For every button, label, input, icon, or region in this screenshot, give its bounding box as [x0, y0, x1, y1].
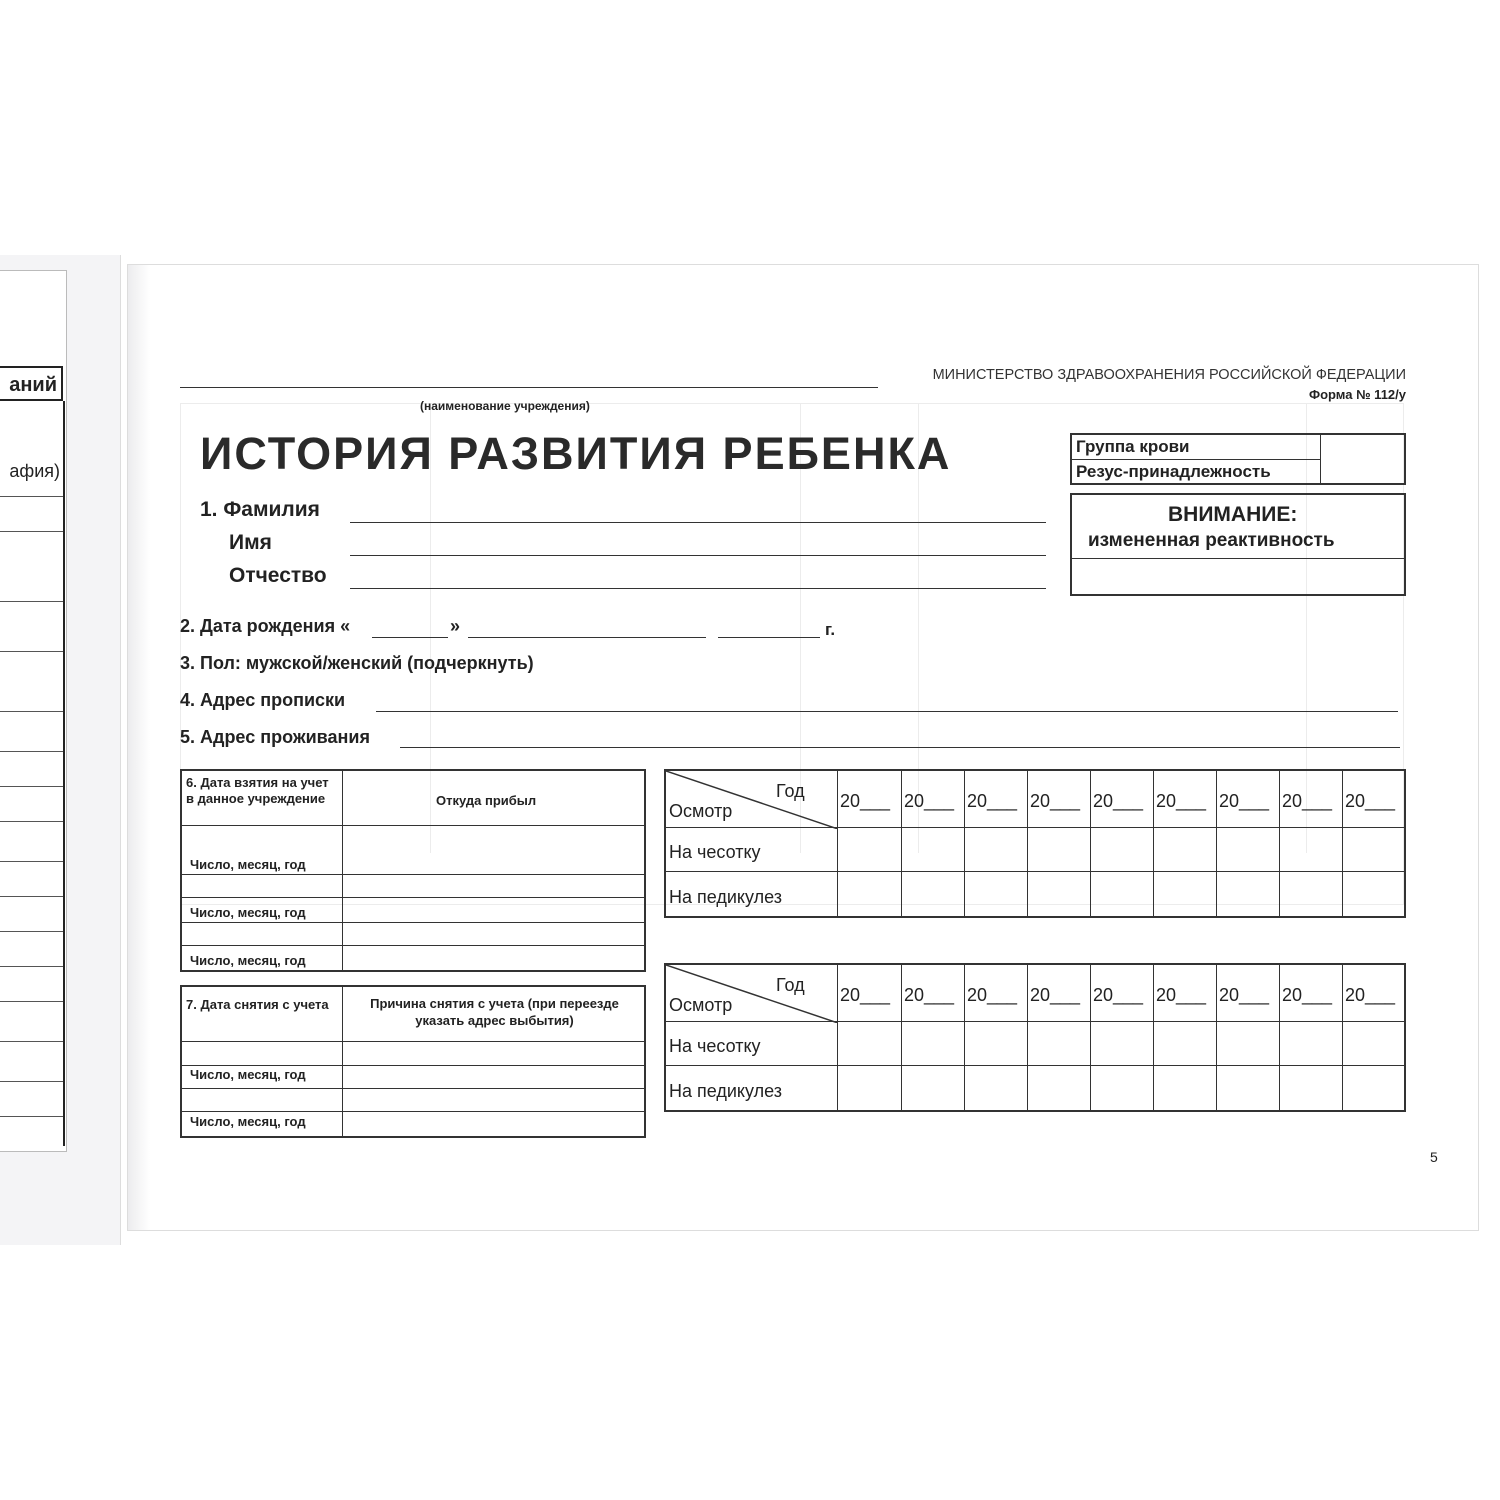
left-row — [0, 786, 63, 787]
scabies-row-label: На чесотку — [669, 1036, 761, 1056]
left-page-column — [0, 401, 65, 1146]
residence-address-label: 5. Адрес проживания — [180, 727, 370, 747]
institution-line[interactable] — [180, 387, 878, 388]
table-row-line — [666, 1021, 1404, 1022]
left-page-header: аний — [0, 366, 63, 401]
ministry-name: МИНИСТЕРСТВО ЗДРАВООХРАНЕНИЯ РОССИЙСКОЙ ФЕДЕРАЦИИ — [932, 367, 1406, 383]
registration-address-field[interactable] — [376, 711, 1398, 712]
left-row — [0, 821, 63, 822]
year-col-line — [1279, 965, 1280, 1110]
surname-label: 1. Фамилия — [200, 498, 320, 521]
name-label: Имя — [229, 531, 272, 554]
year-col-line — [1027, 965, 1028, 1110]
date-label: Число, месяц, год — [190, 857, 306, 872]
blood-group-label: Группа крови — [1076, 437, 1190, 456]
year-cell[interactable]: 20___ — [1156, 985, 1207, 1005]
year-cell[interactable]: 20___ — [1219, 985, 1270, 1005]
patronymic-label: Отчество — [229, 564, 327, 587]
year-col-line — [964, 965, 965, 1110]
table-row-line — [666, 1065, 1404, 1066]
left-row — [0, 496, 63, 497]
attention-box — [1070, 493, 1406, 596]
table-row-line — [182, 1111, 644, 1112]
year-cell[interactable]: 20___ — [1030, 791, 1081, 811]
year-col-line — [1216, 965, 1217, 1110]
year-cell[interactable]: 20___ — [1219, 791, 1270, 811]
year-col-line — [901, 965, 902, 1110]
year-cell[interactable]: 20___ — [1345, 791, 1396, 811]
birth-year-field[interactable] — [718, 637, 820, 638]
blood-box-value-column — [1320, 435, 1321, 483]
left-page-sheet — [0, 270, 67, 1152]
attention-title: ВНИМАНИЕ: — [1168, 503, 1298, 526]
table-row-line — [182, 1065, 644, 1066]
exam-label: Осмотр — [669, 995, 733, 1015]
exam-label: Осмотр — [669, 801, 733, 821]
table-row-line — [666, 871, 1404, 872]
blood-box-divider — [1072, 459, 1320, 460]
birth-date-label: 2. Дата рождения « — [180, 616, 351, 636]
year-col-line — [837, 965, 838, 1110]
year-cell[interactable]: 20___ — [967, 791, 1018, 811]
registration-date-header: 6. Дата взятия на учет в данное учреждение — [186, 775, 329, 806]
deregistration-col-divider — [342, 987, 343, 1136]
year-cell[interactable]: 20___ — [840, 985, 891, 1005]
table-row-line — [182, 1088, 644, 1089]
year-col-line — [964, 771, 965, 916]
residence-address-field[interactable] — [400, 747, 1400, 748]
year-col-line — [1153, 771, 1154, 916]
left-row — [0, 601, 63, 602]
left-row — [0, 896, 63, 897]
registration-col-divider — [342, 771, 343, 970]
left-page-text: афия) — [9, 461, 60, 481]
date-label: Число, месяц, год — [190, 953, 306, 968]
registration-table — [180, 769, 646, 972]
birth-day-field[interactable] — [372, 637, 448, 638]
table-row-line — [182, 922, 644, 923]
patronymic-field[interactable] — [350, 588, 1046, 589]
year-suffix: г. — [825, 620, 836, 639]
year-col-line — [837, 771, 838, 916]
left-row — [0, 1001, 63, 1002]
left-row — [0, 751, 63, 752]
year-col-line — [1279, 771, 1280, 916]
year-cell[interactable]: 20___ — [1282, 985, 1333, 1005]
year-cell[interactable]: 20___ — [1093, 791, 1144, 811]
table-row-line — [182, 874, 644, 875]
institution-caption: (наименование учреждения) — [420, 399, 590, 413]
left-row — [0, 1116, 63, 1117]
year-col-line — [1027, 771, 1028, 916]
year-cell[interactable]: 20___ — [1156, 791, 1207, 811]
left-row — [0, 931, 63, 932]
deregistration-table — [180, 985, 646, 1138]
table-row-line — [182, 945, 644, 946]
left-page-fragment — [0, 255, 121, 1245]
deregistration-reason-header: Причина снятия с учета (при переезде указать адрес выбытия) — [370, 996, 619, 1028]
sex-label: 3. Пол: мужской/женский (подчеркнуть) — [180, 653, 534, 673]
year-col-line — [1153, 965, 1154, 1110]
table-row-line — [182, 897, 644, 898]
year-cell[interactable]: 20___ — [904, 791, 955, 811]
date-label: Число, месяц, год — [190, 1067, 306, 1082]
name-field[interactable] — [350, 555, 1046, 556]
registration-address-label: 4. Адрес прописки — [180, 690, 346, 710]
attention-divider — [1072, 558, 1404, 559]
attention-text: измененная реактивность — [1088, 530, 1335, 551]
lice-row-label: На педикулез — [669, 1081, 782, 1101]
deregistration-date-header: 7. Дата снятия с учета — [186, 997, 329, 1012]
form-page — [128, 265, 1478, 1230]
lice-row-label: На педикулез — [669, 887, 782, 907]
year-col-line — [901, 771, 902, 916]
year-col-line — [1342, 965, 1343, 1110]
year-col-line — [1090, 965, 1091, 1110]
page-title: ИСТОРИЯ РАЗВИТИЯ РЕБЕНКА — [200, 428, 952, 479]
left-row — [0, 861, 63, 862]
year-col-line — [1090, 771, 1091, 916]
table-row-line — [182, 1041, 644, 1042]
left-row — [0, 531, 63, 532]
table-row-line — [182, 825, 644, 826]
arrival-from-header: Откуда прибыл — [436, 793, 537, 808]
year-label: Год — [776, 781, 805, 801]
surname-field[interactable] — [350, 522, 1046, 523]
year-cell[interactable]: 20___ — [840, 791, 891, 811]
birth-month-field[interactable] — [468, 637, 706, 638]
year-cell[interactable]: 20___ — [1282, 791, 1333, 811]
blood-box — [1070, 433, 1406, 485]
year-cell[interactable]: 20___ — [1345, 985, 1396, 1005]
year-cell[interactable]: 20___ — [1030, 985, 1081, 1005]
date-label: Число, месяц, год — [190, 1114, 306, 1129]
left-row — [0, 966, 63, 967]
left-row — [0, 1081, 63, 1082]
year-cell[interactable]: 20___ — [904, 985, 955, 1005]
birth-date-quote: » — [450, 616, 461, 636]
year-cell[interactable]: 20___ — [1093, 985, 1144, 1005]
page-number: 5 — [1430, 1149, 1438, 1165]
scabies-row-label: На чесотку — [669, 842, 761, 862]
year-label: Год — [776, 975, 805, 995]
table-row-line — [666, 827, 1404, 828]
left-row — [0, 711, 63, 712]
year-cell[interactable]: 20___ — [967, 985, 1018, 1005]
exam-table-1 — [664, 769, 1406, 918]
form-number: Форма № 112/у — [1308, 387, 1406, 402]
year-col-line — [1216, 771, 1217, 916]
exam-table-2 — [664, 963, 1406, 1112]
left-row — [0, 651, 63, 652]
year-col-line — [1342, 771, 1343, 916]
date-label: Число, месяц, год — [190, 905, 306, 920]
left-row — [0, 1041, 63, 1042]
rhesus-label: Резус-принадлежность — [1076, 462, 1271, 481]
